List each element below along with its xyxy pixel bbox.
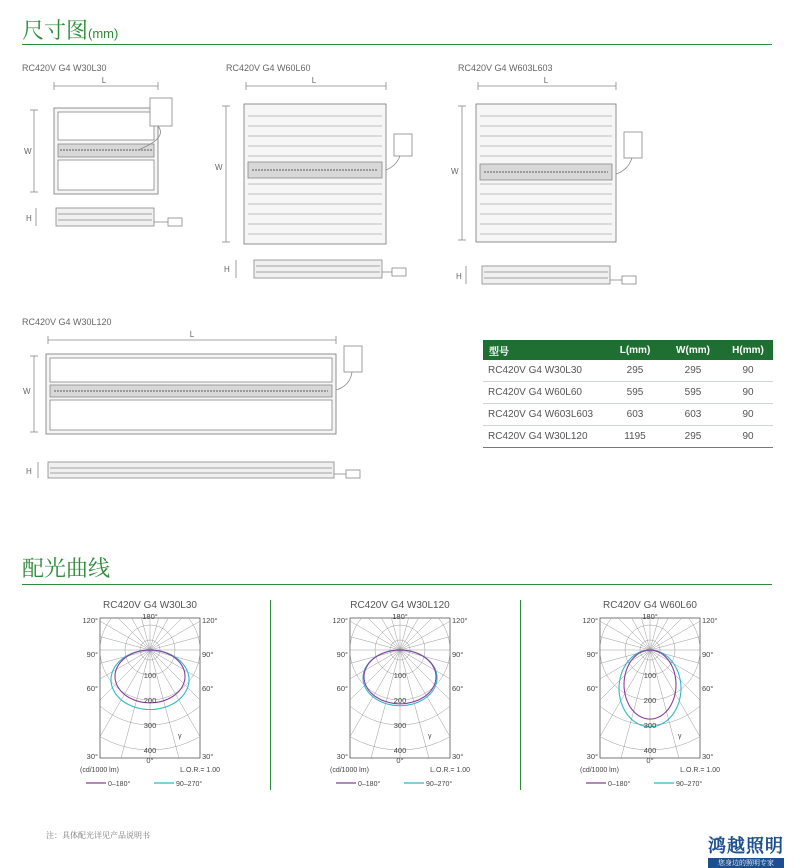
angle-label: 30° [702, 752, 714, 761]
dim-label-l: L [101, 76, 107, 85]
table-row [483, 404, 773, 426]
cell-l: 295 [607, 360, 663, 382]
radial-label: 100 [143, 671, 157, 680]
radial-label: 400 [143, 746, 157, 755]
spec-table [483, 340, 773, 448]
radial-label: 200 [643, 696, 657, 705]
dim-label-w: W [23, 387, 31, 396]
angle-label: 90° [86, 650, 98, 659]
angle-label: 120° [452, 616, 468, 625]
angle-label: 90° [586, 650, 598, 659]
unit-label: (cd/1000 lm) [330, 767, 369, 774]
angle-label: 90° [202, 650, 214, 659]
lor-label: L.O.R.= 1.00 [680, 767, 720, 774]
cell-model: RC420V G4 W30L30 [483, 360, 607, 382]
drawing-w603l603 [446, 74, 661, 296]
drawing-caption: RC420V G4 W603L603 [458, 63, 553, 73]
col-header-w: W(mm) [663, 340, 723, 360]
angle-label: 30° [452, 752, 464, 761]
polar-title: RC420V G4 W60L60 [603, 600, 697, 611]
col-header-h: H(mm) [723, 340, 773, 360]
dim-label-w: W [215, 163, 223, 172]
radial-label: 200 [143, 696, 157, 705]
drawing-w30l30 [18, 74, 193, 244]
cell-l: 595 [607, 382, 663, 404]
angle-label: 30° [336, 752, 348, 761]
angle-label: 60° [86, 684, 98, 693]
angle-label: 90° [702, 650, 714, 659]
radial-label: 300 [643, 721, 657, 730]
angle-label: 90° [452, 650, 464, 659]
polar-diagram [80, 598, 220, 788]
angle-label: 30° [86, 752, 98, 761]
dim-label-h: H [456, 272, 462, 281]
cell-l: 603 [607, 404, 663, 426]
gamma-label: γ [428, 733, 432, 740]
angle-label: 90° [336, 650, 348, 659]
dim-label-h: H [26, 214, 32, 223]
dim-label-l: L [189, 330, 195, 339]
angle-label: 120° [582, 616, 598, 625]
angle-label: 60° [586, 684, 598, 693]
polar-chart-w30l30 [80, 598, 220, 793]
angle-label: 120° [332, 616, 348, 625]
polar-title: RC420V G4 W30L30 [103, 600, 197, 611]
table-row [483, 382, 773, 404]
angle-label: 30° [202, 752, 214, 761]
column-divider [270, 600, 271, 790]
angle-label: 60° [336, 684, 348, 693]
unit-label: (mm) [88, 26, 119, 41]
lor-label: L.O.R.= 1.00 [430, 767, 470, 774]
cell-h: 90 [723, 382, 773, 404]
page-title [22, 14, 118, 45]
lor-label: L.O.R.= 1.00 [180, 767, 220, 774]
legend-label-b: 90–270° [176, 781, 203, 788]
column-divider [520, 600, 521, 790]
brand-slogan: 您身边的照明专家 [708, 858, 784, 868]
cell-model: RC420V G4 W30L120 [483, 426, 607, 448]
angle-label: 60° [202, 684, 214, 693]
table-header-row [483, 340, 773, 360]
angle-label: 120° [202, 616, 218, 625]
angle-label: 60° [702, 684, 714, 693]
cell-w: 595 [663, 382, 723, 404]
polar-diagram [330, 598, 470, 788]
dim-label-l: L [311, 76, 317, 85]
table-row [483, 426, 773, 448]
legend-label-b: 90–270° [426, 781, 453, 788]
polar-title: RC420V G4 W30L120 [350, 600, 450, 611]
brand-logo [708, 832, 784, 868]
dim-label-h: H [224, 265, 230, 274]
polar-diagram [580, 598, 720, 788]
polar-chart-w60l60 [580, 598, 720, 793]
gamma-label: γ [678, 733, 682, 740]
radial-label: 400 [393, 746, 407, 755]
angle-label: 0° [396, 756, 404, 765]
angle-label: 120° [702, 616, 718, 625]
legend-label-a: 0–180° [608, 781, 631, 788]
angle-label: 120° [82, 616, 98, 625]
angle-label: 60° [452, 684, 464, 693]
cell-h: 90 [723, 404, 773, 426]
legend-label-a: 0–180° [358, 781, 381, 788]
angle-label: 180° [142, 612, 158, 621]
radial-label: 100 [393, 671, 407, 680]
cell-w: 295 [663, 360, 723, 382]
unit-label: (cd/1000 lm) [580, 767, 619, 774]
angle-label: 0° [146, 756, 154, 765]
title-divider [22, 44, 772, 45]
table-row [483, 360, 773, 382]
gamma-label: γ [178, 733, 182, 740]
radial-label: 100 [643, 671, 657, 680]
cell-h: 90 [723, 360, 773, 382]
cell-w: 295 [663, 426, 723, 448]
dim-label-w: W [24, 147, 32, 156]
col-header-model: 型号 [483, 340, 607, 360]
drawing-caption: RC420V G4 W60L60 [226, 63, 311, 73]
cell-h: 90 [723, 426, 773, 448]
col-header-l: L(mm) [607, 340, 663, 360]
brand-name: 鸿越照明 [708, 836, 784, 856]
polar-chart-w30l120 [330, 598, 470, 793]
drawing-w30l120 [18, 328, 378, 498]
angle-label: 30° [586, 752, 598, 761]
section-title-curves: 配光曲线 [22, 556, 111, 581]
cell-model: RC420V G4 W60L60 [483, 382, 607, 404]
angle-label: 180° [392, 612, 408, 621]
radial-label: 300 [143, 721, 157, 730]
radial-label: 400 [643, 746, 657, 755]
curves-divider [22, 584, 772, 585]
drawing-caption: RC420V G4 W30L30 [22, 63, 107, 73]
unit-label: (cd/1000 lm) [80, 767, 119, 774]
radial-label: 300 [393, 721, 407, 730]
footnote: 注：具体配光详见产品说明书 [46, 831, 150, 840]
dim-label-h: H [26, 467, 32, 476]
drawing-caption: RC420V G4 W30L120 [22, 317, 112, 327]
section-title-dimensions: 尺寸图 [22, 18, 89, 43]
legend-label-a: 0–180° [108, 781, 131, 788]
cell-model: RC420V G4 W603L603 [483, 404, 607, 426]
dim-label-w: W [451, 167, 459, 176]
radial-label: 200 [393, 696, 407, 705]
dim-label-l: L [543, 76, 549, 85]
legend-label-b: 90–270° [676, 781, 703, 788]
cell-w: 603 [663, 404, 723, 426]
drawing-w60l60 [210, 74, 425, 292]
angle-label: 180° [642, 612, 658, 621]
cell-l: 1195 [607, 426, 663, 448]
angle-label: 0° [646, 756, 654, 765]
